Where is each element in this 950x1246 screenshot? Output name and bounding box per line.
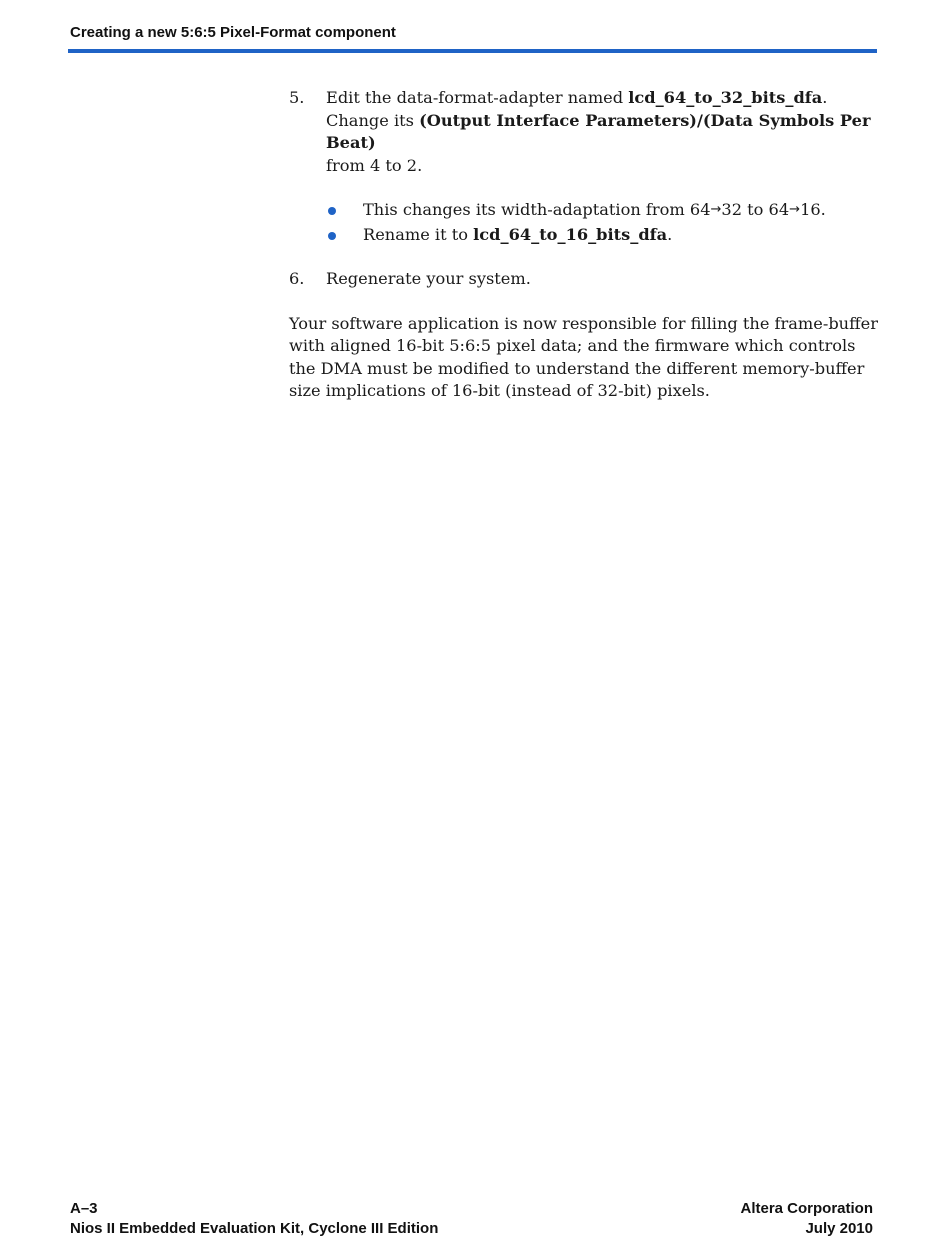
bullet-text: Rename it to [363,224,474,244]
bullet-dot-icon [328,232,336,240]
bullet-item [326,199,879,224]
step-5-text-part: Edit the data-format-adapter named [326,88,629,107]
footer-doc-title: Nios II Embedded Evaluation Kit, Cyclone III Edition [70,1220,439,1237]
step-6 [289,268,879,291]
adapter-name: lcd_64_to_32_bits_dfa [628,88,823,107]
bullet-text: . [667,224,673,244]
bullet-text: 32 to 64 [721,200,790,219]
step-number: 5. [289,88,305,107]
bullet-item [326,224,879,247]
parameter-name: (Output Interface Parameters)/(Data Symbols Per Beat) [326,110,871,152]
bullet-dot-icon [328,207,336,215]
step-5-text-part: from 4 to 2. [326,155,423,175]
right-arrow-icon: → [710,202,722,217]
footer-date: July 2010 [805,1220,873,1237]
header-rule [68,49,877,53]
step-number: 6. [289,269,305,288]
closing-paragraph: Your software application is now responsible for filling the frame-buffer with aligned 16-bit 5:6:5 pixel data; and the firmware which controls the DMA must be modified to understand the different memory-buffer size implications of 16-bit (instead of 32-bit) pixels. [289,313,878,400]
bullet-text: 16. [800,200,826,219]
step-5-text [326,88,870,175]
step-5-text-part: . [822,88,828,107]
bullet-list [289,199,879,246]
new-adapter-name: lcd_64_to_16_bits_dfa [473,224,668,244]
bullet-text: This changes its width-adaptation from 64 [363,200,711,219]
footer-page-number: A–3 [70,1200,98,1217]
page-content [289,87,879,403]
footer-company: Altera Corporation [740,1200,873,1217]
step-5-text-part: Change its [326,110,420,130]
right-arrow-icon: → [789,202,801,217]
running-header-title: Creating a new 5:6:5 Pixel-Format component [70,24,396,41]
step-6-text: Regenerate your system. [326,269,531,288]
step-5 [289,87,879,177]
